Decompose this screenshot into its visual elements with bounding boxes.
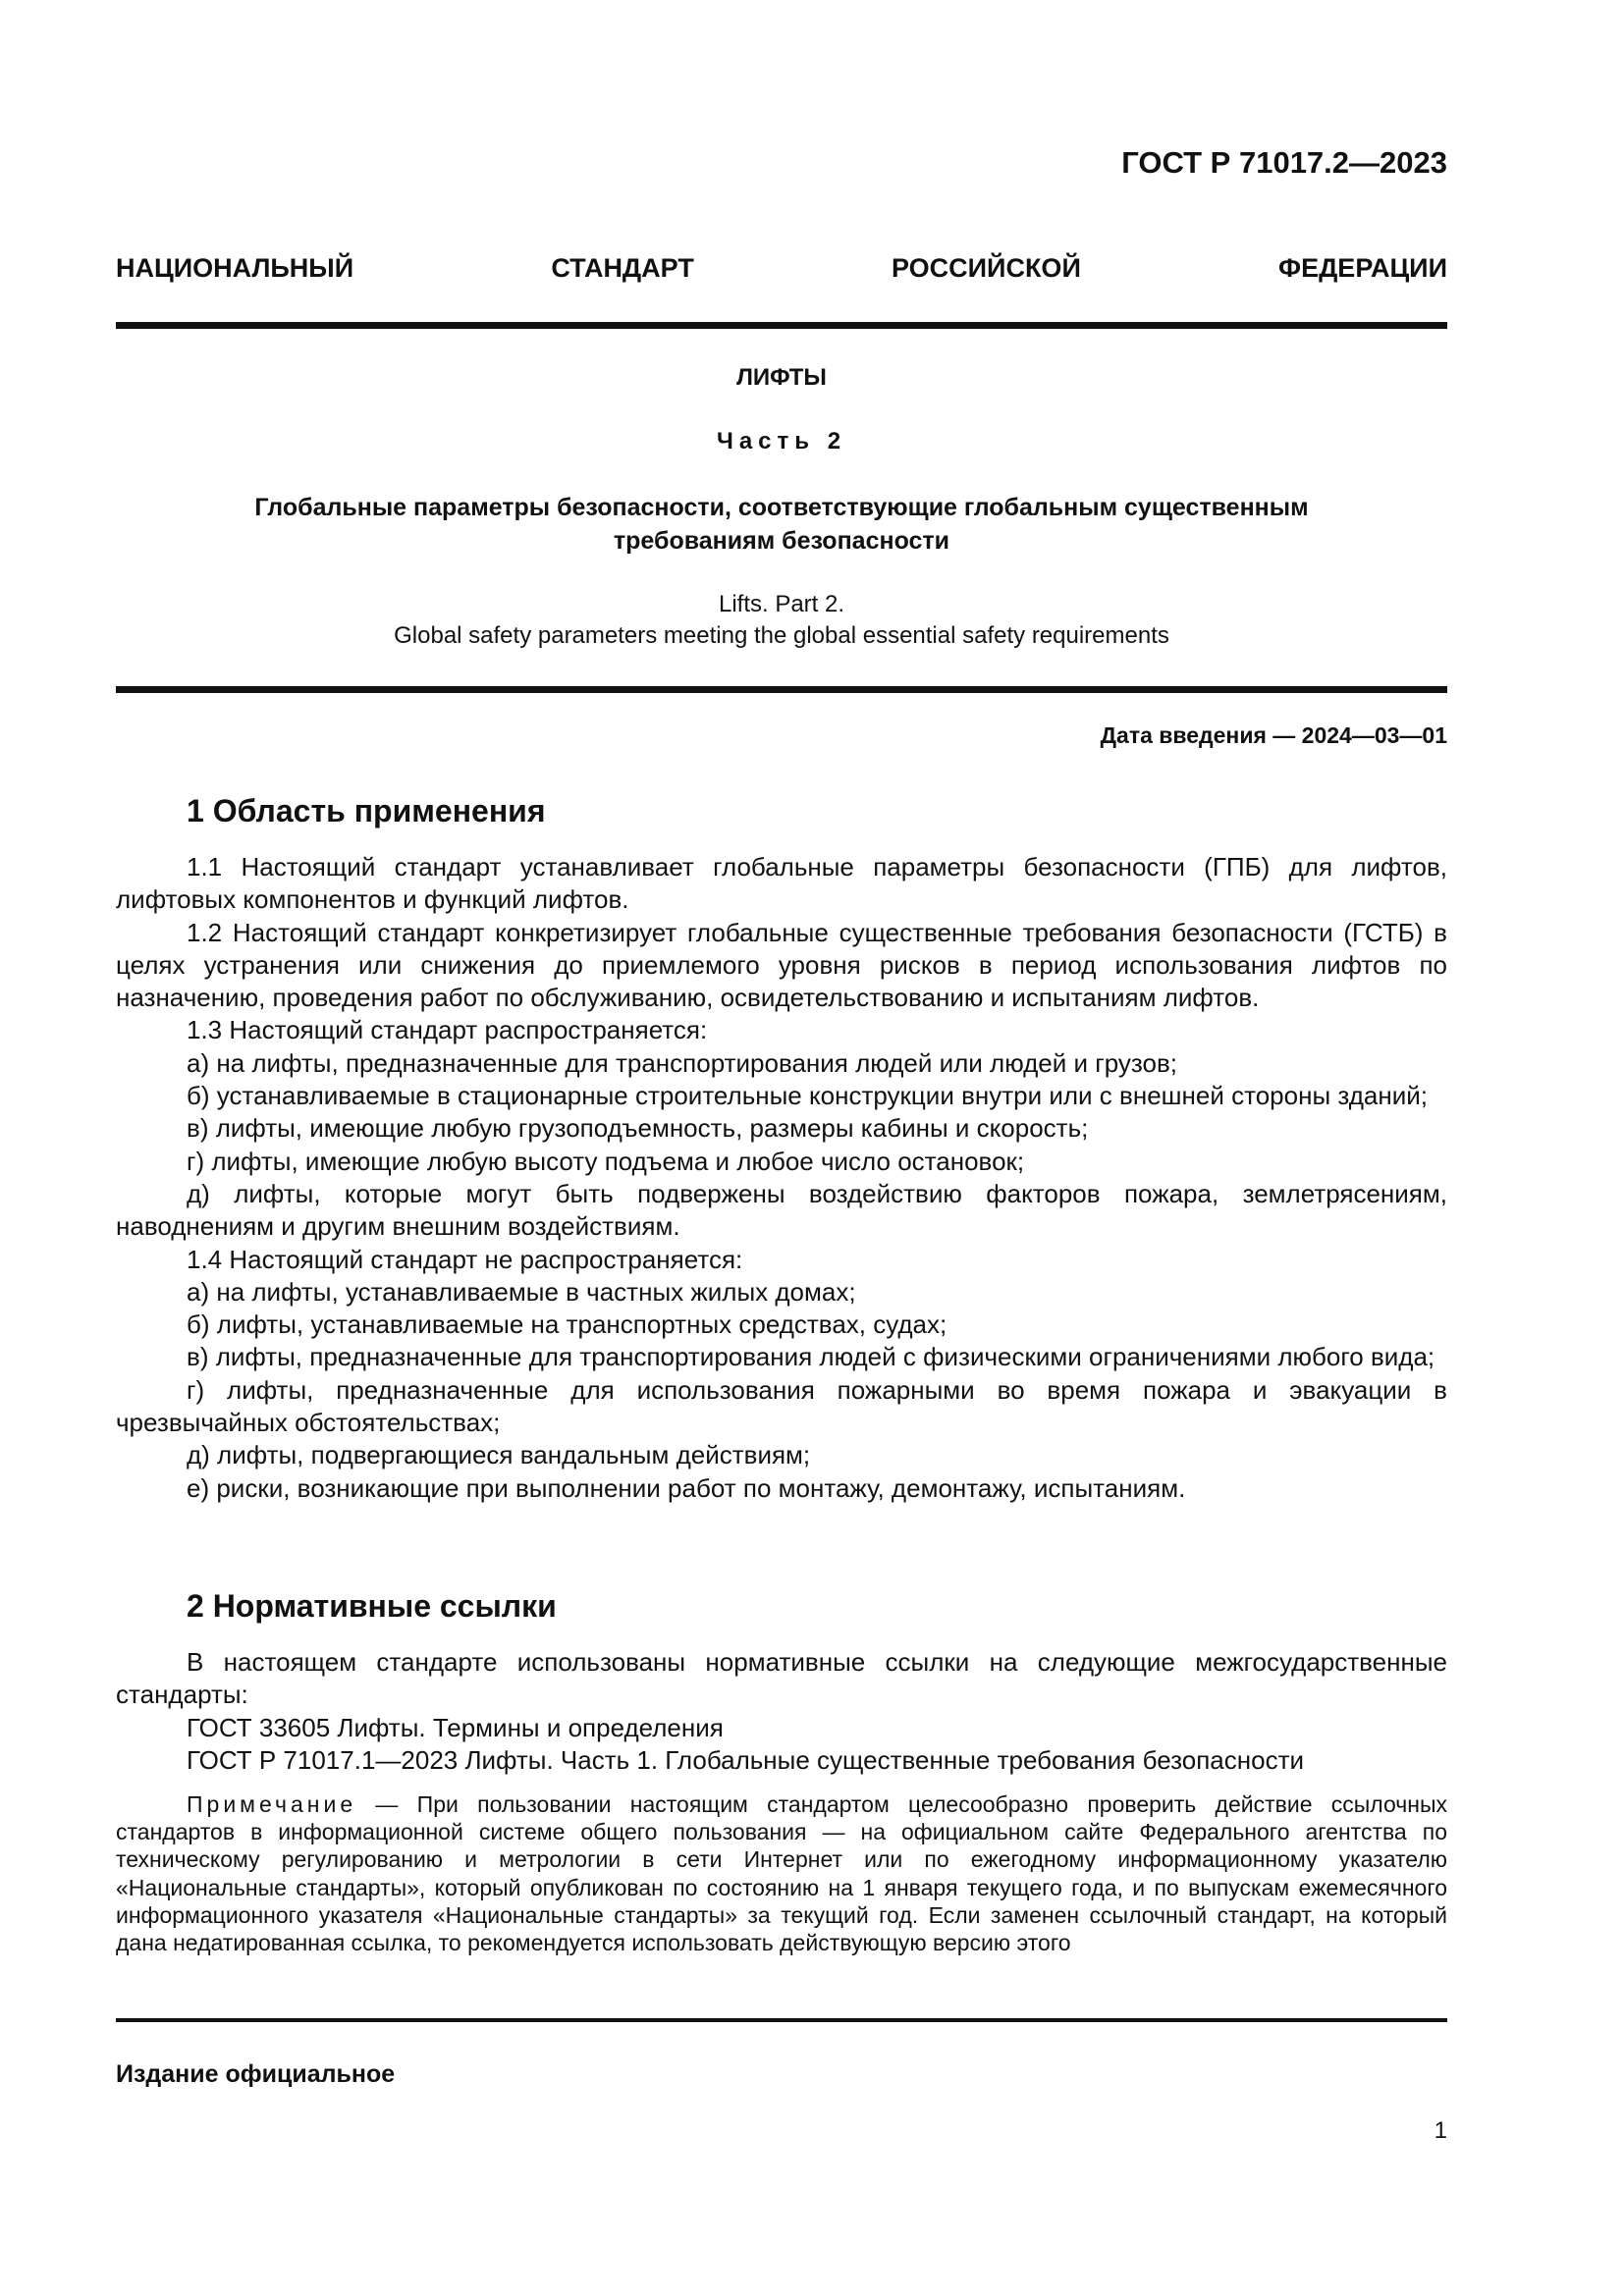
note-paragraph <box>116 1790 1447 1956</box>
list-item: е) риски, возникающие при выполнении работ по монтажу, демонтажу, испытаниям. <box>187 1472 1186 1503</box>
paragraph-1-1: 1.1 Настоящий стандарт устанавливает глобальные параметры безопасности (ГПБ) для лифтов, лифтовых компонентов и функций лифтов. <box>116 852 1447 915</box>
list-item: г) лифты, имеющие любую высоту подъема и любое число остановок; <box>187 1146 1025 1176</box>
title-divider <box>116 686 1447 693</box>
subtitle-line-2: требованиям безопасности <box>613 527 950 555</box>
paragraph-1-4: 1.4 Настоящий стандарт не распространяется: <box>187 1244 743 1274</box>
page-number: 1 <box>1434 2117 1447 2144</box>
note <box>116 1790 1447 1956</box>
list-item: б) лифты, устанавливаемые на транспортных средствах, судах; <box>187 1309 947 1340</box>
top-divider <box>116 322 1447 329</box>
list-item: б) устанавливаемые в стационарные строительные конструкции внутри или с внешней стороны зданий; <box>187 1081 1428 1111</box>
section-2-body <box>116 1646 1447 1777</box>
list-item: д) лифты, подвергающиеся вандальным действиям; <box>187 1440 811 1470</box>
list-item: г) лифты, предназначенные для использования пожарными во время пожара и эвакуации в чрезвычайных обстоятельствах; <box>116 1374 1447 1438</box>
list-item: в) лифты, предназначенные для транспортирования людей с физическими ограничениями любого вида; <box>187 1342 1435 1372</box>
reference-item: ГОСТ 33605 Лифты. Термины и определения <box>187 1712 724 1742</box>
english-title-line-2: Global safety parameters meeting the global essential safety requirements <box>394 622 1169 649</box>
part-label: Часть 2 <box>716 428 847 454</box>
note-label: Примечание <box>187 1791 357 1817</box>
english-title-line-1: Lifts. Part 2. <box>718 591 845 617</box>
footer-divider <box>116 2018 1447 2022</box>
section-1-heading: 1 Область применения <box>187 793 546 828</box>
official-edition-label: Издание официальное <box>116 2060 396 2088</box>
section-1-body <box>116 851 1447 1505</box>
section-2-heading: 2 Нормативные ссылки <box>187 1588 557 1624</box>
paragraph-1-2: 1.2 Настоящий стандарт конкретизирует глобальные существенные требования безопасности (ГСТБ) в целях устранения или снижения до приемлемого уровня рисков в период использования лифтов по назначению, проведения работ по обслуживанию, освидетельствованию и испытаниям лифтов. <box>116 917 1447 1013</box>
section-2-intro: В настоящем стандарте использованы нормативные ссылки на следующие межгосударственные стандарты: <box>116 1647 1447 1710</box>
english-title <box>116 589 1447 652</box>
introduction-date: Дата введения — 2024—03—01 <box>1100 722 1447 748</box>
paragraph-1-3: 1.3 Настоящий стандарт распространяется: <box>187 1015 708 1045</box>
national-standard-banner: НАЦИОНАЛЬНЫЙ СТАНДАРТ РОССИЙСКОЙ ФЕДЕРАЦИИ <box>116 253 1447 283</box>
subtitle-line-1: Глобальные параметры безопасности, соответствующие глобальным существенным <box>254 494 1309 521</box>
standard-code: ГОСТ Р 71017.2—2023 <box>1121 145 1447 180</box>
list-item: в) лифты, имеющие любую грузоподъемность, размеры кабины и скорость; <box>187 1113 1089 1144</box>
list-item: а) на лифты, предназначенные для транспортирования людей или людей и грузов; <box>187 1047 1178 1078</box>
subtitle <box>116 491 1447 558</box>
reference-item: ГОСТ Р 71017.1—2023 Лифты. Часть 1. Глобальные существенные требования безопасности <box>187 1744 1304 1775</box>
note-text: — При пользовании настоящим стандартом целесообразно проверить действие ссылочных стандартов в информационной системе общего пользования — на официальном сайте Федерального агентства по техническому регулированию и метрологии в сети Интернет или по ежегодному информационному указателю «Национальные стандарты», который опубликован по состоянию на 1 января текущего года, и по выпускам ежемесячного информационного указателя «Национальные стандарты» за текущий год. Если заменен ссылочный стандарт, на который дана недатированная ссылка, то рекомендуется использовать действующую версию этого <box>116 1791 1447 1956</box>
document-title: ЛИФТЫ <box>736 364 827 391</box>
list-item: д) лифты, которые могут быть подвержены воздействию факторов пожара, землетрясениям, наводнениям и другим внешним воздействиям. <box>116 1178 1447 1242</box>
list-item: а) на лифты, устанавливаемые в частных жилых домах; <box>187 1276 856 1307</box>
